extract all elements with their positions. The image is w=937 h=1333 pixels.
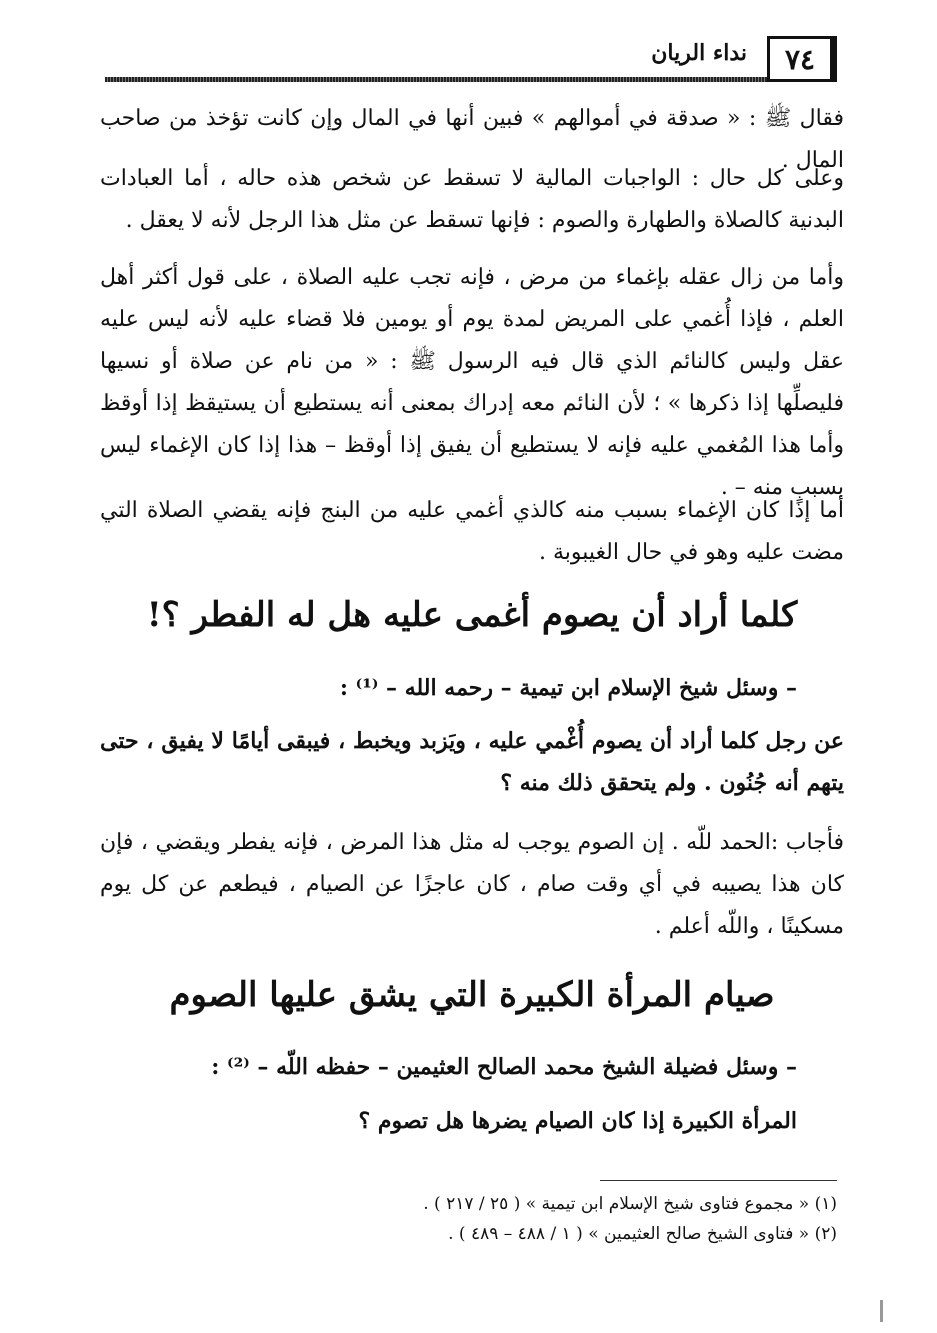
- section-heading-elderly-woman: صيام المرأة الكبيرة التي يشق عليها الصوم: [169, 975, 775, 1015]
- scan-mark: [880, 1300, 883, 1322]
- paragraph-3: وأما من زال عقله بإغماء من مرض ، فإنه تجب عليه الصلاة ، على قول أكثر أهل العلم ، فإذا أُغمي على المريض لمدة يوم أو يومين فلا قضاء عليه لأنه ليس عليه عقل وليس كالنائم الذي قال فيه الرسول ﷺ : « من نام عن صلاة أو نسيها فليصلِّها إذا ذكرها » ؛ لأن النائم معه إدراك بمعنى أنه يستطيع أن يستيقظ إذا أوقظ وأما هذا المُغمي عليه فإنه لا يستطيع أن يفيق إذا أوقظ – هذا إذا كان الإغماء ليس بسببٍ منه – .: [100, 265, 844, 500]
- footnote-1: (١) « مجموع فتاوى شيخ الإسلام ابن تيمية » ( ٢٥ / ٢١٧ ) .: [423, 1194, 837, 1214]
- fatwa-answer-1: فأجاب :الحمد للّه . إن الصوم يوجب له مثل هذا المرض ، فإنه يفطر ويقضي ، فإن كان هذا يصيبه في أي وقت صام ، كان عاجزًا عن الصيام ، فيطعم عن كل يوم مسكينًا ، واللّه أعلم .: [100, 830, 844, 939]
- paragraph-1: فقال ﷺ : « صدقة في أموالهم » فبين أنها في المال وإن كانت تؤخذ من صاحب المال .: [100, 106, 844, 173]
- page-number: ٧٤: [767, 36, 837, 82]
- fatwa-question-1: عن رجل كلما أراد أن يصوم أُغْمي عليه ، ويَزبد ويخبط ، فيبقى أيامًا لا يفيق ، حتى يتهم أنه جُنُون . ولم يتحقق ذلك منه ؟: [100, 728, 844, 796]
- book-title: نداء الريان: [651, 40, 747, 66]
- paragraph-2: وعلى كل حال : الواجبات المالية لا تسقط عن شخص هذه حاله ، أما العبادات البدنية كالصلاة والطهارة والصوم : فإنها تسقط عن مثل هذا الرجل لأنه لا يعقل .: [100, 166, 844, 233]
- section-heading-fainting: كلما أراد أن يصوم أغمى عليه هل له الفطر ؟!: [146, 595, 798, 635]
- header-rule: [105, 77, 767, 82]
- paragraph-4: أما إذا كان الإغماء بسبب منه كالذي أغمي عليه من البنج فإنه يقضي الصلاة التي مضت عليه وهو في حال الغيبوبة .: [100, 498, 844, 565]
- page-header: [105, 30, 837, 82]
- fatwa-question-2: المرأة الكبيرة إذا كان الصيام يضرها هل تصوم ؟: [358, 1108, 797, 1134]
- fatwa-intro-ibn-taymiyyah: – وسئل شيخ الإسلام ابن تيمية – رحمه الله – ⁽¹⁾ :: [339, 675, 797, 701]
- fatwa-intro-uthaymeen: – وسئل فضيلة الشيخ محمد الصالح العثيمين – حفظه اللّه – ⁽²⁾ :: [211, 1054, 797, 1080]
- footnote-rule: [600, 1180, 837, 1181]
- footnote-2: (٢) « فتاوى الشيخ صالح العثيمين » ( ١ / ٤٨٨ – ٤٨٩ ) .: [448, 1224, 837, 1244]
